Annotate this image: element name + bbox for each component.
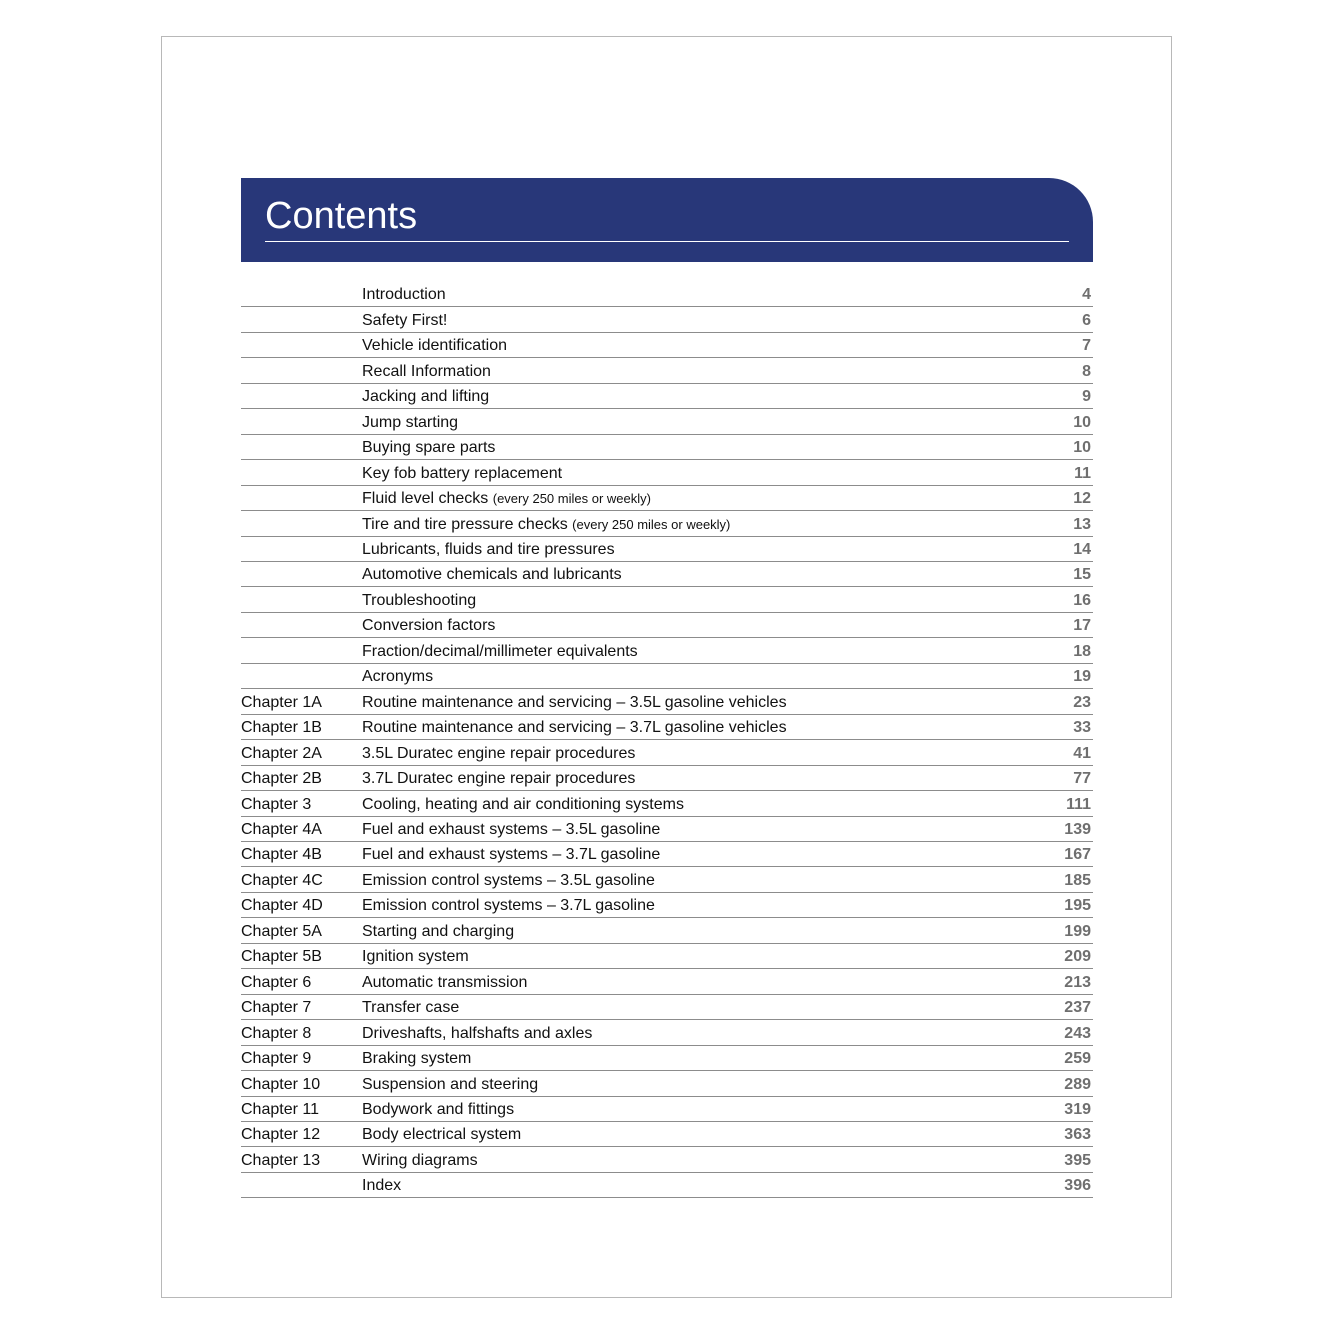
toc-title: [362, 439, 495, 457]
toc-entry[interactable]: [241, 842, 1093, 867]
toc-entry[interactable]: [241, 358, 1093, 383]
toc-entry[interactable]: [241, 460, 1093, 485]
toc-entry[interactable]: [241, 435, 1093, 460]
toc-title-text: Tire and tire pressure checks: [362, 515, 568, 533]
toc-page-number: 13: [1073, 515, 1091, 533]
toc-title-text: Starting and charging: [362, 922, 515, 940]
toc-page-number: 41: [1073, 744, 1091, 762]
toc-entry[interactable]: [241, 664, 1093, 689]
contents-header: [241, 178, 1093, 262]
toc-title: [362, 388, 489, 406]
toc-page-number: 7: [1082, 337, 1091, 355]
toc-title-text: Cooling, heating and air conditioning systems: [362, 795, 684, 813]
toc-title-text: Troubleshooting: [362, 591, 477, 609]
toc-chapter-label: Chapter 1A: [241, 693, 322, 711]
toc-title-text: Jacking and lifting: [362, 388, 490, 406]
toc-page-number: 10: [1073, 439, 1091, 457]
toc-chapter-label: Chapter 4C: [241, 871, 323, 889]
toc-title: [362, 694, 787, 712]
toc-page-number: 237: [1064, 999, 1091, 1017]
toc-title-text: Emission control systems – 3.7L gasoline: [362, 897, 655, 915]
toc-title: [362, 1152, 478, 1170]
toc-title: [362, 337, 507, 355]
toc-page-number: 396: [1064, 1177, 1091, 1195]
toc-title-text: Index: [362, 1177, 402, 1195]
toc-chapter-label: Chapter 2B: [241, 770, 322, 788]
toc-title-text: Wiring diagrams: [362, 1151, 478, 1169]
toc-chapter-label: Chapter 4D: [241, 897, 323, 915]
toc-page-number: 9: [1082, 388, 1091, 406]
toc-page-number: 18: [1073, 642, 1091, 660]
toc-entry[interactable]: [241, 766, 1093, 791]
toc-page-number: 77: [1073, 770, 1091, 788]
toc-chapter-label: Chapter 1B: [241, 719, 322, 737]
toc-title-text: Safety First!: [362, 311, 448, 329]
toc-title: [362, 897, 655, 915]
toc-chapter-label: Chapter 5A: [241, 922, 322, 940]
toc-entry[interactable]: [241, 307, 1093, 332]
toc-page-number: 319: [1064, 1100, 1091, 1118]
toc-title: [362, 541, 615, 559]
toc-title: [362, 566, 622, 584]
toc-title: [362, 1101, 514, 1119]
toc-chapter-label: Chapter 6: [241, 973, 312, 991]
toc-chapter-label: Chapter 2A: [241, 744, 322, 762]
toc-title-text: Vehicle identification: [362, 337, 507, 355]
toc-entry[interactable]: [241, 511, 1093, 536]
toc-entry[interactable]: [241, 333, 1093, 358]
toc-entry[interactable]: [241, 384, 1093, 409]
toc-title-text: Recall Information: [362, 362, 491, 380]
toc-page-number: 6: [1082, 311, 1091, 329]
toc-page-number: 289: [1064, 1075, 1091, 1093]
toc-title-text: Fraction/decimal/millimeter equivalents: [362, 642, 638, 660]
toc-page-number: 195: [1064, 897, 1091, 915]
toc-title: [362, 923, 514, 941]
toc-entry[interactable]: [241, 867, 1093, 892]
toc-title-text: Automotive chemicals and lubricants: [362, 566, 622, 584]
toc-entry[interactable]: [241, 740, 1093, 765]
toc-page-number: 243: [1064, 1024, 1091, 1042]
toc-page-number: 12: [1073, 490, 1091, 508]
toc-title-text: Driveshafts, halfshafts and axles: [362, 1024, 593, 1042]
toc-entry[interactable]: [241, 893, 1093, 918]
toc-entry[interactable]: [241, 817, 1093, 842]
toc-page-number: 363: [1064, 1126, 1091, 1144]
toc-title-text: Braking system: [362, 1050, 472, 1068]
toc-title-text: Key fob battery replacement: [362, 464, 563, 482]
toc-entry[interactable]: [241, 638, 1093, 663]
toc-title: [362, 1076, 538, 1094]
toc-entry[interactable]: [241, 562, 1093, 587]
toc-page-number: 23: [1073, 693, 1091, 711]
toc-entry[interactable]: [241, 969, 1093, 994]
toc-chapter-label: Chapter 3: [241, 795, 312, 813]
toc-page-number: 209: [1064, 948, 1091, 966]
toc-title: [362, 668, 433, 686]
toc-title: [362, 363, 491, 381]
toc-entry[interactable]: [241, 537, 1093, 562]
toc-page-number: 259: [1064, 1050, 1091, 1068]
toc-page-number: 19: [1073, 668, 1091, 686]
toc-title: [362, 846, 660, 864]
toc-title: [362, 719, 787, 737]
toc-title: [362, 974, 527, 992]
toc-title-text: Transfer case: [362, 999, 460, 1017]
toc-chapter-label: Chapter 12: [241, 1126, 321, 1144]
toc-title-text: Acronyms: [362, 668, 434, 686]
toc-page-number: 16: [1073, 591, 1091, 609]
toc-title-note: (every 250 miles or weekly): [492, 491, 651, 507]
toc-entry[interactable]: [241, 715, 1093, 740]
toc-title: [362, 592, 476, 610]
toc-title: [362, 286, 446, 304]
toc-page-number: 11: [1074, 464, 1091, 482]
toc-page-number: 33: [1073, 719, 1091, 737]
toc-page-number: 395: [1064, 1151, 1091, 1169]
toc-title-text: 3.5L Duratec engine repair procedures: [362, 744, 636, 762]
toc-title: [362, 617, 495, 635]
toc-title: [362, 796, 684, 814]
toc-title-text: Automatic transmission: [362, 973, 528, 991]
toc-entry[interactable]: [241, 587, 1093, 612]
page-title: Contents: [265, 195, 418, 237]
toc-title: [362, 516, 730, 534]
toc-entry[interactable]: [241, 944, 1093, 969]
toc-chapter-label: Chapter 10: [241, 1075, 321, 1093]
toc-title: [362, 643, 638, 661]
toc-title: [362, 948, 469, 966]
toc-entry[interactable]: [241, 1097, 1093, 1122]
toc-title-text: Fluid level checks: [362, 490, 489, 508]
toc-title: [362, 999, 459, 1017]
toc-title-text: Fuel and exhaust systems – 3.5L gasoline: [362, 820, 661, 838]
toc-title: [362, 872, 655, 890]
toc-chapter-label: Chapter 5B: [241, 948, 322, 966]
toc-title: [362, 745, 635, 763]
toc-page-number: 14: [1073, 540, 1091, 558]
toc-title-text: Emission control systems – 3.5L gasoline: [362, 871, 655, 889]
toc-chapter-label: Chapter 13: [241, 1151, 321, 1169]
toc-entry[interactable]: [241, 1020, 1093, 1045]
toc-title-text: Body electrical system: [362, 1126, 522, 1144]
toc-title: [362, 1050, 471, 1068]
toc-chapter-label: Chapter 4B: [241, 846, 322, 864]
toc-entry[interactable]: [241, 613, 1093, 638]
toc-entry[interactable]: [241, 1046, 1093, 1071]
header-underline: [265, 241, 1069, 242]
toc-page-number: 111: [1066, 795, 1091, 813]
toc-page-number: 4: [1082, 286, 1091, 304]
toc-chapter-label: Chapter 8: [241, 1024, 312, 1042]
toc-page-number: 199: [1064, 922, 1091, 940]
toc-chapter-label: Chapter 9: [241, 1050, 312, 1068]
toc-title-note: (every 250 miles or weekly): [572, 516, 731, 532]
toc-title-text: Jump starting: [362, 413, 459, 431]
toc-entry[interactable]: [241, 689, 1093, 714]
toc-entry[interactable]: [241, 486, 1093, 511]
toc-title-text: Suspension and steering: [362, 1075, 539, 1093]
toc-title: [362, 1177, 401, 1195]
toc-chapter-label: Chapter 7: [241, 999, 312, 1017]
toc-page-number: 10: [1073, 413, 1091, 431]
toc-title: [362, 312, 447, 330]
toc-entry[interactable]: [241, 995, 1093, 1020]
toc-page-number: 185: [1064, 871, 1091, 889]
toc-entry[interactable]: [241, 1173, 1093, 1198]
toc-title-text: Bodywork and fittings: [362, 1100, 515, 1118]
toc-title: [362, 1126, 521, 1144]
toc-title-text: Lubricants, fluids and tire pressures: [362, 540, 615, 558]
toc-title: [362, 821, 660, 839]
table-of-contents: [241, 282, 1093, 1198]
toc-page-number: 15: [1073, 566, 1091, 584]
toc-title: [362, 1025, 592, 1043]
toc-title: [362, 465, 562, 483]
toc-entry[interactable]: [241, 282, 1093, 307]
toc-title-text: Ignition system: [362, 948, 469, 966]
toc-title: [362, 414, 458, 432]
toc-chapter-label: Chapter 11: [241, 1100, 319, 1118]
toc-page-number: 139: [1064, 820, 1091, 838]
toc-entry[interactable]: [241, 409, 1093, 434]
toc-page-number: 213: [1064, 973, 1091, 991]
toc-entry[interactable]: [241, 1071, 1093, 1096]
toc-title-text: Routine maintenance and servicing – 3.5L gasoline vehicles: [362, 693, 787, 711]
toc-entry[interactable]: [241, 791, 1093, 816]
toc-title-text: 3.7L Duratec engine repair procedures: [362, 770, 636, 788]
toc-title-text: Conversion factors: [362, 617, 496, 635]
toc-page-number: 167: [1064, 846, 1091, 864]
toc-title-text: Fuel and exhaust systems – 3.7L gasoline: [362, 846, 661, 864]
toc-page-number: 8: [1082, 362, 1091, 380]
toc-title-text: Buying spare parts: [362, 439, 496, 457]
toc-entry[interactable]: [241, 1147, 1093, 1172]
toc-title: [362, 490, 651, 508]
toc-entry[interactable]: [241, 1122, 1093, 1147]
toc-title: [362, 770, 635, 788]
toc-page-number: 17: [1073, 617, 1091, 635]
toc-title-text: Introduction: [362, 286, 446, 304]
toc-entry[interactable]: [241, 918, 1093, 943]
toc-chapter-label: Chapter 4A: [241, 820, 322, 838]
toc-title-text: Routine maintenance and servicing – 3.7L gasoline vehicles: [362, 719, 787, 737]
